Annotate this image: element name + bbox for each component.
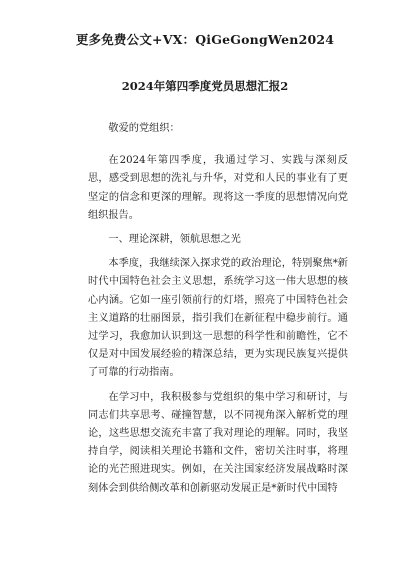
document-body xyxy=(88,120,348,504)
paragraph-theory: 本季度，我继续深入探求党的政治理论，特别聚焦*新时代中国特色社会主义思想，系统学习这一伟大思想的核心内涵。它如一座引领前行的灯塔，照亮了中国特色社会主义道路的壮丽图景，指引我们在新征程中稳步前行。通过学习，我愈加认识到这一思想的科学性和前瞻性，它不仅是对中国发展经验的精深总结，更为实现民族复兴提供了可靠的行动指南。 xyxy=(88,258,348,379)
paragraph-study: 在学习中，我积极参与党组织的集中学习和研讨，与同志们共享思考、碰撞智慧，以不同视角深入解析党的理论，这些思想交流充丰富了我对理论的理解。同时，我坚持自学，阅读相关理论书籍和文件，密切关注时事，将理论的光芒照进现实。例如，在关注国家经济发展战略时深刻体会到供给侧改革和创新驱动发展正是*新时代中国特 xyxy=(88,391,348,494)
document-title: 2024年第四季度党员思想汇报2 xyxy=(121,79,289,93)
greeting: 敬爱的党组织： xyxy=(108,123,180,134)
paragraph-intro: 在2024年第四季度，我通过学习、实践与深刻反思，感受到思想的洗礼与升华，对党和人民的事业有了更坚定的信念和更深的理解。现将这一季度的思想情况向党组织报告。 xyxy=(88,155,348,221)
promo-header: 更多免费公文+VX：QiGeGongWen2024 xyxy=(75,32,335,47)
section-heading: 一、理论深耕，领航思想之光 xyxy=(108,234,241,246)
